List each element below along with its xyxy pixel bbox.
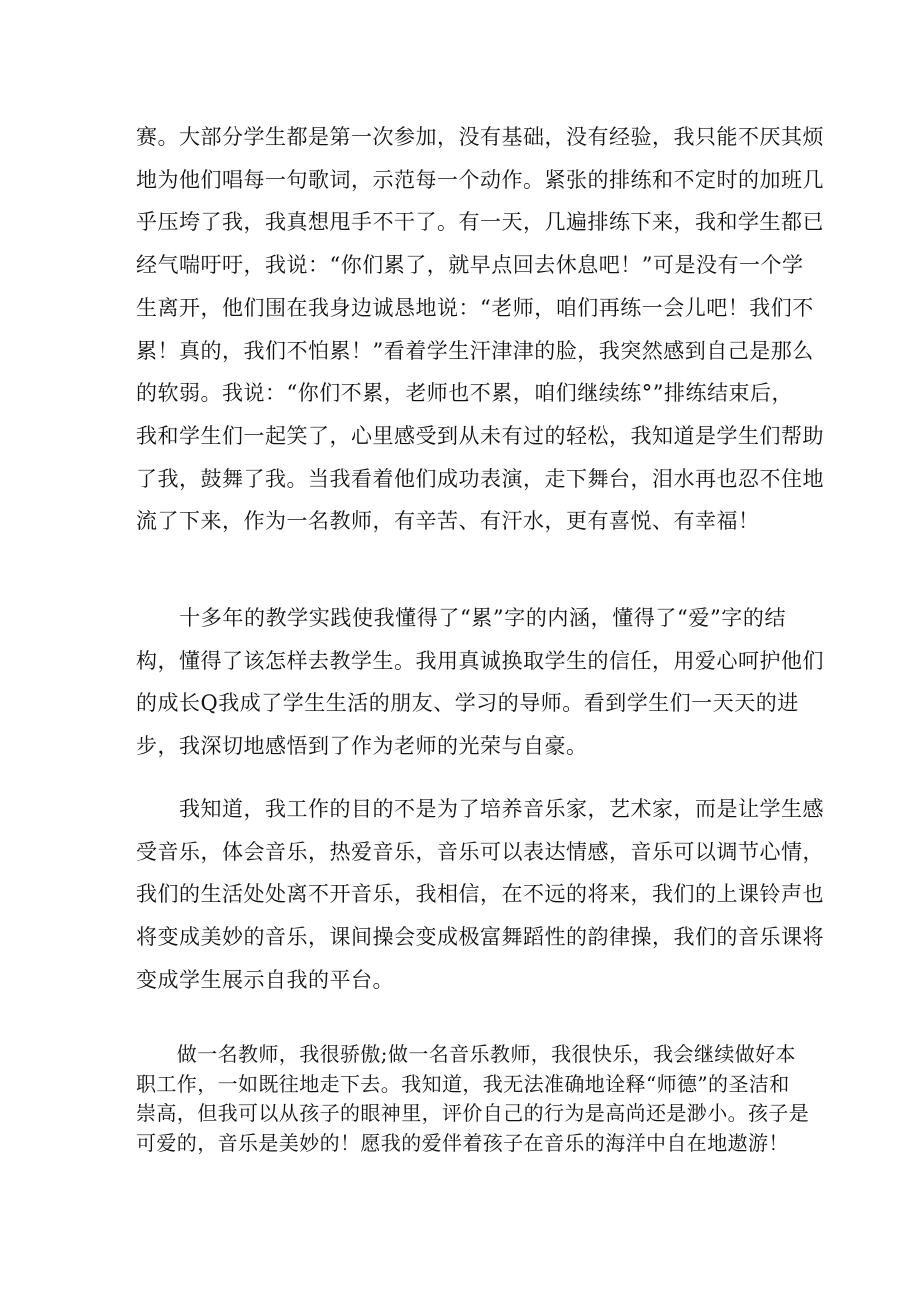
text-line: 崇高，但我可以从孩子的眼神里，评价自己的行为是高尚还是渺小。孩子是	[136, 1101, 810, 1125]
text-line: 受音乐，体会音乐，热爱音乐，音乐可以表达情感，音乐可以调节心情，	[136, 839, 824, 864]
text-line: 步，我深切地感悟到了作为老师的光荣与自豪。	[136, 734, 588, 759]
text-line: 的成长Q我成了学生生活的朋友、学习的导师。看到学生们一天天的进	[136, 691, 799, 716]
text-line: 做一名教师，我很骄傲;做一名音乐教师，我很快乐，我会继续做好本	[136, 1042, 796, 1066]
paragraph-4	[136, 1040, 810, 1158]
text-line: 职工作，一如既往地走下去。我知道，我无法准确地诠释“师德”的圣洁和	[136, 1071, 790, 1096]
text-line: 流了下来，作为一名教师，有辛苦、有汗水，更有喜悦、有幸福！	[136, 509, 760, 534]
text-line: 乎压垮了我，我真想甩手不干了。有一天，几遍排练下来，我和学生都已	[136, 210, 824, 235]
text-line: 了我，鼓舞了我。当我看着他们成功表演，走下舞台，泪水再也忍不住地	[136, 466, 824, 491]
text-line: 的软弱。我说：“你们不累，老师也不累，咱们继续练°”排练结束后，	[136, 381, 793, 406]
paragraph-2	[136, 597, 824, 768]
text-line: 我知道，我工作的目的不是为了培养音乐家，艺术家，而是让学生感	[136, 797, 824, 821]
paragraph-3	[136, 788, 824, 1002]
text-line: 地为他们唱每一句歌词，示范每一个动作。紧张的排练和不定时的加班几	[136, 167, 824, 192]
text-line: 可爱的，音乐是美妙的！愿我的爱伴着孩子在音乐的海洋中自在地遨游！	[136, 1130, 789, 1155]
text-line: 我和学生们一起笑了，心里感受到从未有过的轻松，我知道是学生们帮助	[136, 423, 824, 448]
text-line: 十多年的教学实践使我懂得了“累”字的内涵，懂得了“爱”字的结	[136, 606, 786, 630]
text-line: 变成学生展示自我的平台。	[136, 967, 394, 992]
paragraph-1	[136, 116, 824, 543]
text-line: 我们的生活处处离不开音乐，我相信，在不远的将来，我们的上课铃声也	[136, 882, 824, 907]
text-line: 将变成美妙的音乐，课间操会变成极富舞蹈性的韵律操，我们的音乐课将	[136, 925, 824, 950]
text-line: 构，懂得了该怎样去教学生。我用真诚换取学生的信任，用爱心呵护他们	[136, 648, 824, 673]
text-line: 赛。大部分学生都是第一次参加，没有基础，没有经验，我只能不厌其烦	[136, 125, 824, 149]
text-line: 生离开，他们围在我身边诚恳地说：“老师，咱们再练一会儿吧！我们不	[136, 295, 814, 320]
text-line: 经气喘吁吁，我说：“你们累了，就早点回去休息吧！”可是没有一个学	[136, 253, 804, 278]
text-line: 累！真的，我们不怕累！”看着学生汗津津的脸，我突然感到自己是那么	[136, 338, 814, 363]
